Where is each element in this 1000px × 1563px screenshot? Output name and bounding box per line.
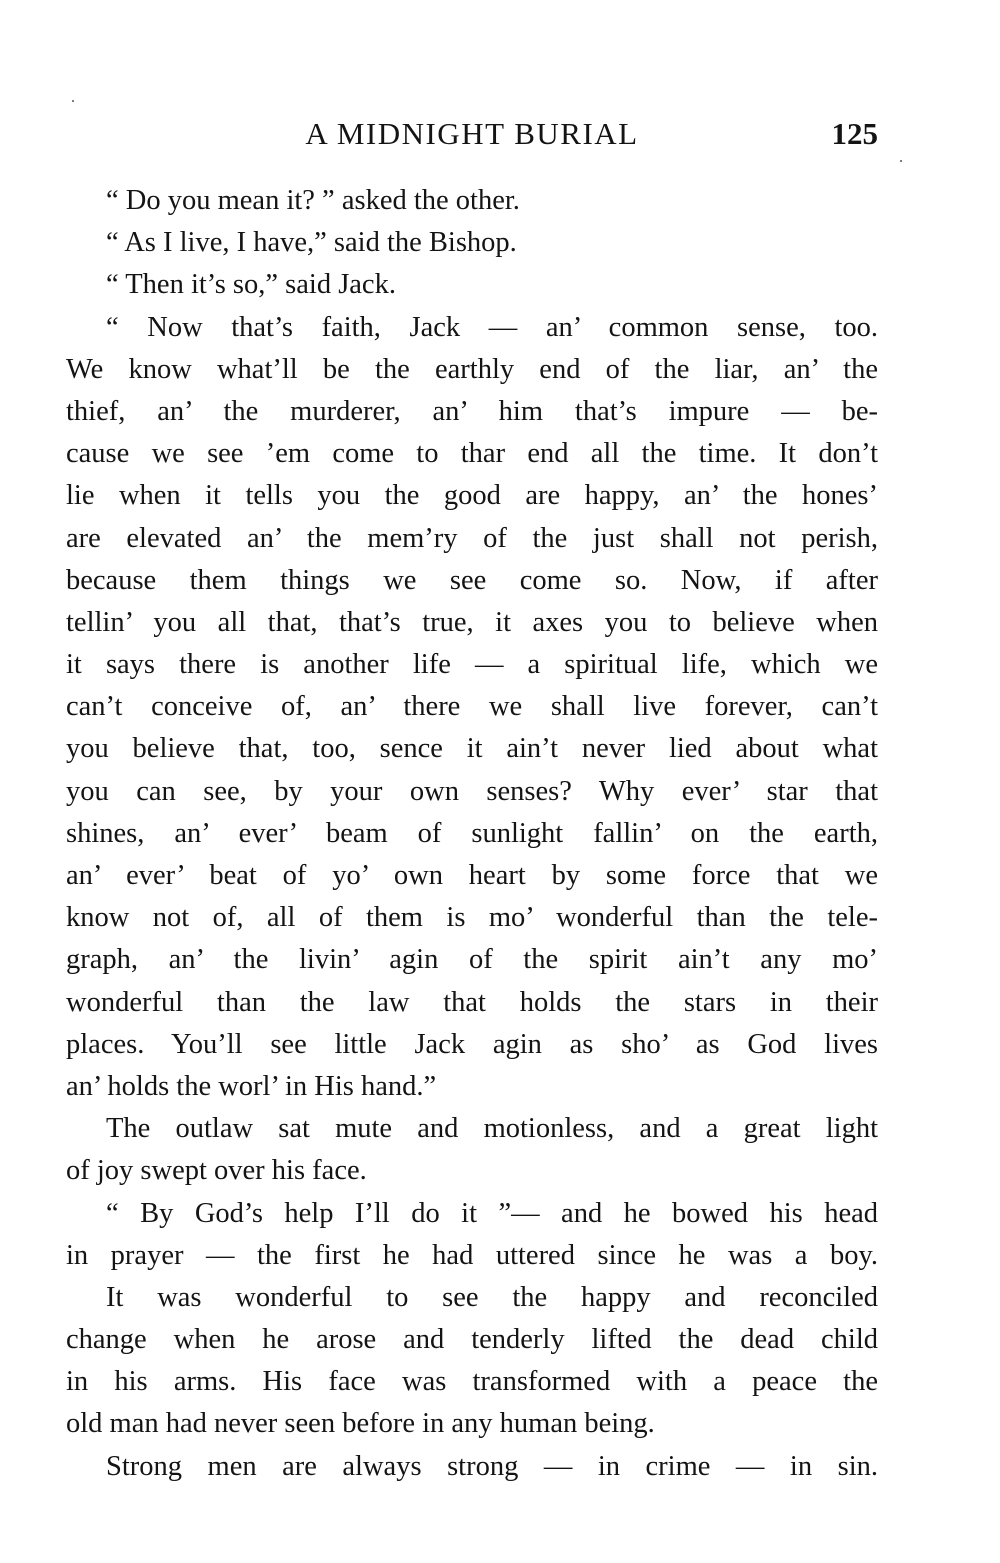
text-line: “ By God’s help I’ll do it ”— and he bowed his head [106,1197,878,1229]
text-line: “ Now that’s faith, Jack — an’ common sense, too. [106,311,878,343]
text-line: “ As I live, I have,” said the Bishop. [106,227,517,259]
text-line: thief, an’ the murderer, an’ him that’s impure — be- [66,395,878,427]
text-line: Strong men are always strong — in crime — in sin. [106,1450,878,1482]
text-line: because them things we see come so. Now, if after [66,564,878,596]
text-line: know not of, all of them is mo’ wonderful than the tele- [66,902,878,934]
text-line: wonderful than the law that holds the stars in their [66,986,878,1018]
text-line: places. You’ll see little Jack agin as sho’ as God lives [66,1028,878,1060]
text-line: you believe that, too, sence it ain’t never lied about what [66,733,878,765]
text-line: The outlaw sat mute and motionless, and a great light [106,1113,878,1145]
text-line: are elevated an’ the mem’ry of the just shall not perish, [66,522,878,554]
text-line: “ Do you mean it? ” asked the other. [106,185,520,216]
running-title: A MIDNIGHT BURIAL [305,116,639,151]
text-line: “ Then it’s so,” said Jack. [106,269,396,301]
paper-speck [72,100,74,102]
text-line: can’t conceive of, an’ there we shall live forever, can’t [66,691,878,723]
body-text [66,180,878,1488]
text-line: change when he arose and tenderly lifted the dead child [66,1324,878,1356]
text-line: shines, an’ ever’ beam of sunlight fallin’ on the earth, [66,817,878,849]
text-line: an’ holds the worl’ in His hand.” [66,1070,437,1102]
text-line: in prayer — the first he had uttered since he was a boy. [66,1239,878,1271]
text-line: you can see, by your own senses? Why ever’ star that [66,775,878,807]
paper-speck [900,160,902,162]
text-line: It was wonderful to see the happy and reconciled [106,1281,878,1313]
text-line: tellin’ you all that, that’s true, it axes you to believe when [66,606,878,638]
text-line: We know what’ll be the earthly end of the liar, an’ the [66,353,878,385]
text-line: in his arms. His face was transformed with a peace the [66,1366,878,1398]
running-head [66,112,878,156]
text-line: lie when it tells you the good are happy, an’ the hones’ [66,480,878,512]
text-line: an’ ever’ beat of yo’ own heart by some force that we [66,860,878,891]
text-line: old man had never seen before in any human being. [66,1408,655,1440]
text-line: cause we see ’em come to thar end all the time. It don’t [66,438,878,470]
text-line: graph, an’ the livin’ agin of the spirit ain’t any mo’ [66,944,878,976]
text-line: it says there is another life — a spiritual life, which we [66,649,878,681]
page-number: 125 [831,116,878,151]
text-line: of joy swept over his face. [66,1155,367,1187]
